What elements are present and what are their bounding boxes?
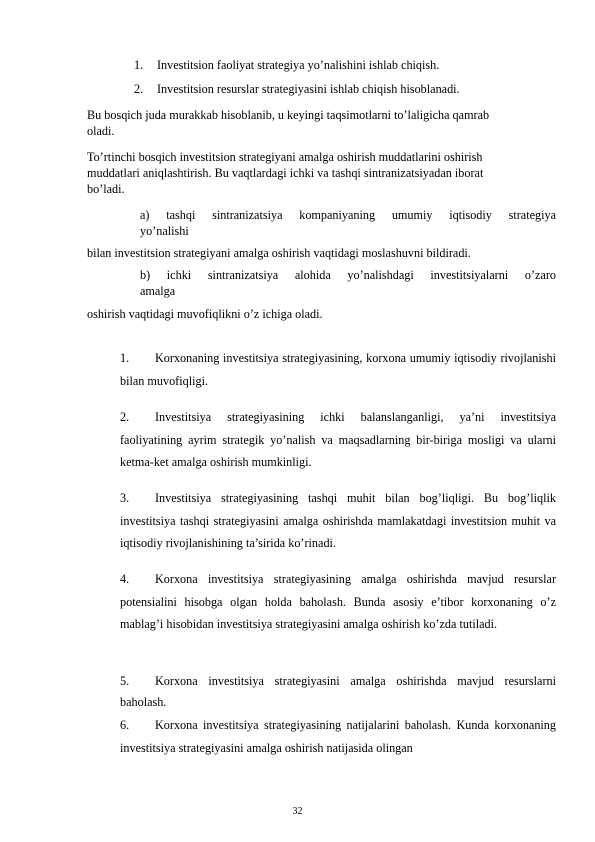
list-number: 2.: [120, 410, 130, 424]
sub-item-b-line: amalga: [140, 284, 176, 298]
sub-item-a-line: a) tashqi sintranizatsiya kompaniyaning umumiy iqtisodiy strategiya: [140, 208, 556, 222]
paragraph-line: bo’ladi.: [87, 182, 125, 196]
list-item-text: Korxonaning investitsiya strategiyasining, korxona umumiy iqtisodiy rivojlanishi bilan muvofiqligi.: [120, 351, 556, 388]
sub-item-b-line: b) ichki sintranizatsiya alohida yo’nalishdagi investitsiyalarni o’zaro: [140, 268, 556, 282]
list-item-text: Investitsion faoliyat strategiya yo’nalishini ishlab chiqish.: [157, 58, 440, 72]
paragraph-line: Bu bosqich juda murakkab hisoblanib, u keyingi taqsimotlarni to’laligicha qamrab: [87, 108, 490, 122]
page-number: 32: [292, 806, 303, 817]
sub-item-a-line: yo’nalishi: [140, 224, 189, 238]
list-item-text: Korxona investitsiya strategiyasining amalga oshirishda mavjud resurslar potensialini hisobga olgan holda baholash. Bunda asosiy e’tibor korxonaning o’z mablag’i hisobidan investitsiya strategiyasini amalga oshirish ko’zda tutiladi.: [120, 572, 556, 631]
list-item: [120, 406, 556, 474]
list-number: 4.: [120, 572, 130, 586]
paragraph-line: To’rtinchi bosqich investitsion strategiyani amalga oshirish muddatlarini oshirish: [87, 150, 483, 164]
list-number: 2.: [134, 82, 144, 96]
list-number: 3.: [120, 491, 130, 505]
list-item: [120, 714, 556, 759]
list-item-text: Investitsiya strategiyasining ichki balanslanganligi, ya’ni investitsiya faoliyatining ayrim strategik yo’nalish va maqsadlarning bir-biriga mosligi va ularni ketma-ket amalga oshirish mumkinligi.: [120, 410, 556, 469]
sub-item-a-continuation: bilan investitsion strategiyani amalga oshirish vaqtidagi moslashuvni bildiradi.: [87, 246, 471, 260]
list-item-text: Investitsion resurslar strategiyasini ishlab chiqish hisoblanadi.: [157, 82, 460, 96]
list-number: 1.: [134, 58, 144, 72]
paragraph-line: oladi.: [87, 124, 115, 138]
list-item-text: Investitsiya strategiyasining tashqi muhit bilan bog’liqligi. Bu bog’liqlik investitsiya tashqi strategiyasini amalga oshirishda mamlakatdagi investitsion muhit va iqtisodiy rivojlanishining ta’sirida ko’rinadi.: [120, 491, 556, 550]
list-item: [120, 568, 556, 636]
list-item: [120, 347, 556, 392]
list-item-text: Korxona investitsiya strategiyasini amalga oshirishda mavjud resurslarni baholash.: [120, 674, 556, 709]
list-number: 1.: [120, 351, 130, 365]
list-number: 5.: [120, 674, 130, 688]
paragraph-line: muddatlari aniqlashtirish. Bu vaqtlardagi ichki va tashqi sintranizatsiyadan iborat: [87, 166, 484, 180]
list-number: 6.: [120, 718, 130, 732]
sub-item-b-continuation: oshirish vaqtidagi muvofiqlikni o’z ichiga oladi.: [87, 307, 323, 321]
list-item: [120, 671, 556, 713]
list-item: [120, 487, 556, 555]
list-item-text: Korxona investitsiya strategiyasining natijalarini baholash. Kunda korxonaning investitsiya strategiyasini amalga oshirish natijasida olingan: [120, 718, 556, 755]
